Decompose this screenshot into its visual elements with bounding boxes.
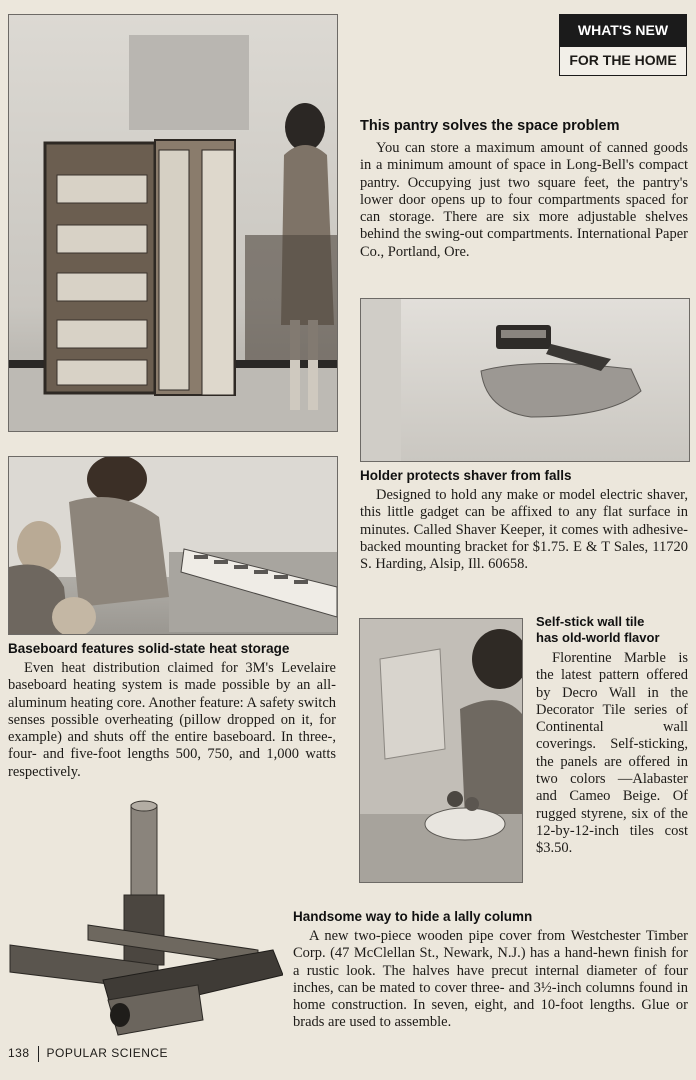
baseboard-photo: [8, 456, 338, 635]
lally-column-photo: [8, 800, 283, 1040]
tile-headline-line2: has old-world flavor: [536, 630, 660, 645]
pantry-illustration: [9, 15, 337, 431]
footer-divider: [38, 1046, 39, 1062]
lally-column-illustration: [8, 800, 283, 1040]
lally-body: A new two-piece wooden pipe cover from Westchester Timber Corp. (47 McClellan St., Newark, N.J.) has a hand-hewn finish for a rustic look. The halves have precut internal diameter of four inches, can be mated to cover three- and 3½-inch columns found in home construction. In seven, eight, and 10-foot lengths. Glue or brads are used to assemble.: [293, 928, 688, 1031]
section-badge: [559, 14, 687, 90]
page-footer: [8, 1046, 168, 1062]
magazine-name: POPULAR SCIENCE: [46, 1046, 169, 1061]
tile-illustration: [360, 619, 522, 882]
baseboard-illustration: [9, 457, 337, 634]
tile-photo: [359, 618, 523, 883]
tile-headline-line1: Self-stick wall tile: [536, 614, 645, 629]
tile-body: Florentine Marble is the latest pattern offered by Decro Wall in the Decorator Tile series of Continental wall coverings. Self-sticking, the panels are offered in two colors —Alabaster and Cameo Beige. Of rugged styrene, six of the 12-by-12-inch tiles cost $3.50.: [536, 650, 688, 857]
badge-bottom-label: FOR THE HOME: [559, 47, 687, 76]
page-number: 138: [8, 1046, 30, 1061]
badge-top-label: WHAT'S NEW: [559, 14, 687, 47]
pantry-body: You can store a maximum amount of canned goods in a minimum amount of space in Long-Bell's compact pantry. Occupying just two square feet, the pantry's lower door opens up to four compartments spaced for can storage. There are six more adjustable shelves behind the swing-out compartments. International Paper Co., Portland, Ore.: [360, 140, 688, 260]
pantry-headline: This pantry solves the space problem: [360, 118, 620, 134]
shaver-photo: [360, 298, 690, 462]
pantry-photo: [8, 14, 338, 432]
shaver-body: Designed to hold any make or model electric shaver, this little gadget can be affixed to any flat surface in minutes. Called Shaver Keeper, it comes with adhesive-backed mounting bracket for $1.75. E & T Sales, 11720 S. Harding, Alsip, Ill. 60658.: [360, 487, 688, 573]
lally-headline: Handsome way to hide a lally column: [293, 909, 533, 924]
shaver-headline: Holder protects shaver from falls: [360, 468, 572, 483]
baseboard-body: Even heat distribution claimed for 3M's Levelaire baseboard heating system is made possible by an all-aluminum heating core. Another feature: A safety switch senses possible overheating (pillow dropped on it, for example) and shuts off the entire baseboard. In three-, four- and five-foot lengths 500, 750, and 1,000 watts respectively.: [8, 660, 336, 780]
shaver-illustration: [361, 299, 689, 461]
baseboard-headline: Baseboard features solid-state heat storage: [8, 641, 290, 656]
